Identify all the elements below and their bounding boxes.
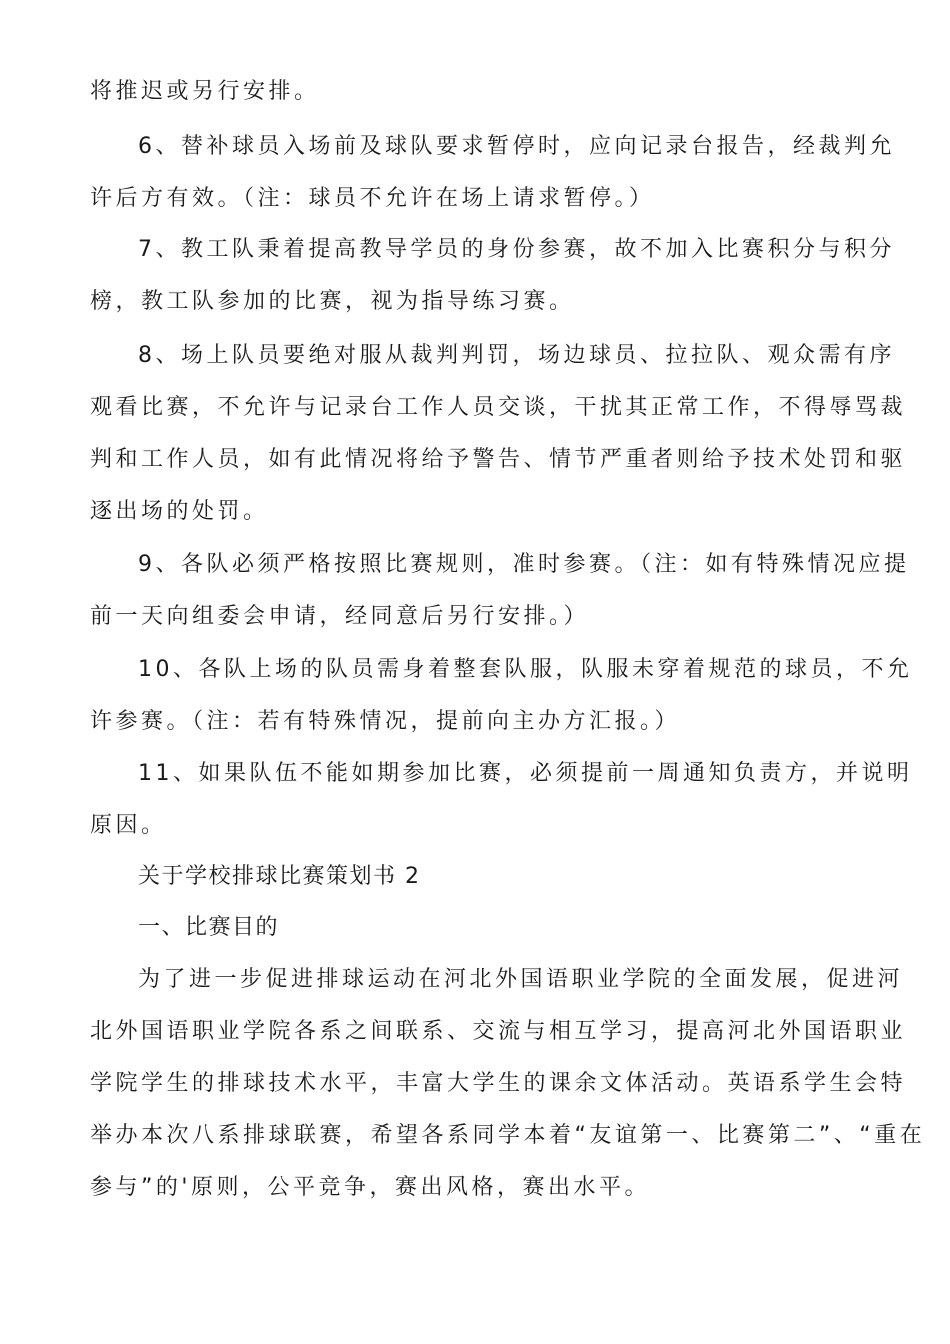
text-line: 参与”的'原则，公平竞争，赛出风格，赛出水平。 — [90, 1175, 650, 1200]
text-line: 8、场上队员要绝对服从裁判判罚，场边球员、拉拉队、观众需有序 — [138, 343, 895, 368]
text-line: 10、各队上场的队员需身着整套队服，队服未穿着规范的球员，不允 — [138, 657, 913, 682]
text-line: 原因。 — [90, 813, 167, 838]
text-line: 榜，教工队参加的比赛，视为指导练习赛。 — [90, 289, 575, 314]
text-line: 学院学生的排球技术水平，丰富大学生的课余文体活动。英语系学生会特 — [90, 1071, 907, 1096]
text-line: 11、如果队伍不能如期参加比赛，必须提前一周通知负责方，并说明 — [138, 761, 913, 786]
text-line: 判和工作人员，如有此情况将给予警告、情节严重者则给予技术处罚和驱 — [90, 447, 907, 472]
text-line: 前一天向组委会申请，经同意后另行安排。） — [90, 604, 590, 629]
text-line: 为了进一步促进排球运动在河北外国语职业学院的全面发展，促进河 — [138, 967, 904, 992]
text-line: 9、各队必须严格按照比赛规则，准时参赛。（注：如有特殊情况应提 — [138, 552, 910, 577]
text-line: 观看比赛，不允许与记录台工作人员交谈，干扰其正常工作，不得辱骂裁 — [90, 395, 907, 420]
text-line: 许参赛。（注：若有特殊情况，提前向主办方汇报。） — [90, 709, 681, 734]
text-line: 将推迟或另行安排。 — [90, 79, 320, 104]
text-line: 6、替补球员入场前及球队要求暂停时，应向记录台报告，经裁判允 — [138, 134, 895, 159]
text-line: 举办本次八系排球联赛，希望各系同学本着“友谊第一、比赛第二”、“重在 — [90, 1123, 926, 1148]
section-heading: 一、比赛目的 — [138, 915, 280, 940]
text-line: 7、教工队秉着提高教导学员的身份参赛，故不加入比赛积分与积分 — [138, 237, 895, 262]
text-line: 北外国语职业学院各系之间联系、交流与相互学习，提高河北外国语职业 — [90, 1019, 907, 1044]
text-line: 逐出场的处罚。 — [90, 499, 269, 524]
text-line: 许后方有效。（注：球员不允许在场上请求暂停。） — [90, 186, 655, 211]
section-heading: 关于学校排球比赛策划书 2 — [138, 864, 421, 889]
